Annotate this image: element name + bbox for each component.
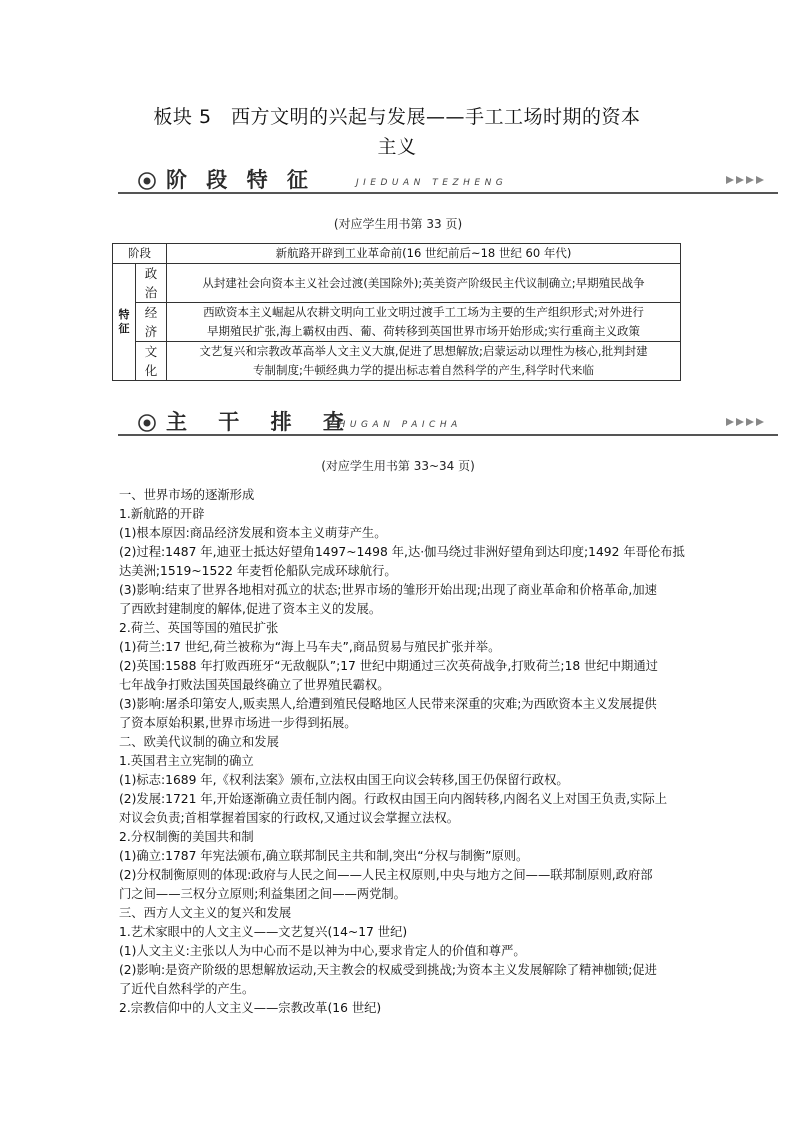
paragraph: 七年战争打败法国英国最终确立了世界殖民霸权。	[119, 678, 390, 692]
paragraph: (2)过程:1487 年,迪亚士抵达好望角1497~1498 年,达·伽马绕过非洲好望角到达印度;1492 年哥伦布抵	[119, 545, 685, 559]
table-header-row	[113, 244, 681, 264]
paragraph: (1)荷兰:17 世纪,荷兰被称为“海上马车夫”,商品贸易与殖民扩张并举。	[119, 640, 501, 654]
paragraph: 了近代自然科学的产生。	[119, 982, 255, 996]
row-content-culture	[167, 342, 681, 381]
row-label-char: 治	[144, 285, 158, 300]
body-content	[119, 486, 689, 1018]
row-content-line: 专制制度;牛顿经典力学的提出标志着自然科学的产生,科学时代来临	[252, 363, 595, 377]
heading-level1: 二、欧美代议制的确立和发展	[119, 735, 279, 749]
paragraph: 对议会负责;首相掌握着国家的行政权,又通过议会掌握立法权。	[119, 811, 460, 825]
row-label-politics	[136, 264, 167, 303]
stage-feature-table	[112, 243, 681, 381]
feature-label	[113, 264, 136, 381]
feature-label-text: 特征	[118, 308, 130, 335]
row-label-economy	[136, 303, 167, 342]
heading-level2: 1.新航路的开辟	[119, 507, 205, 521]
row-content-line: 从封建社会向资本主义社会过渡(美国除外);英美资产阶级民主代议制确立;早期殖民战争	[202, 275, 645, 290]
paragraph: (1)根本原因:商品经济发展和资本主义萌芽产生。	[119, 526, 387, 540]
paragraph: 达美洲;1519~1522 年麦哲伦船队完成环球航行。	[119, 564, 397, 578]
paragraph: 了西欧封建制度的解体,促进了资本主义的发展。	[119, 602, 382, 616]
table-row	[113, 303, 681, 342]
row-content-line: 文艺复兴和宗教改革高举人文主义大旗,促进了思想解放;启蒙运动以理性为核心,批判封建	[199, 344, 648, 358]
page-reference: (对应学生用书第 33 页)	[333, 217, 463, 231]
section-pinyin: ZHUGAN PAICHA	[328, 420, 462, 430]
circle-bullet-icon	[138, 172, 156, 190]
heading-level1: 三、西方人文主义的复兴和发展	[119, 906, 292, 920]
heading-level1: 一、世界市场的逐渐形成	[119, 488, 255, 502]
section-rule	[118, 192, 778, 194]
row-content-line: 早期殖民扩张,海上霸权由西、葡、荷转移到英国世界市场开始形成;实行重商主义政策	[206, 324, 641, 338]
heading-level2: 2.分权制衡的美国共和制	[119, 830, 254, 844]
paragraph: 了资本原始积累,世界市场进一步得到拓展。	[119, 716, 357, 730]
paragraph: (3)影响:结束了世界各地相对孤立的状态;世界市场的雏形开始出现;出现了商业革命和价格革命,加速	[119, 583, 657, 597]
row-label-char: 政	[144, 266, 158, 281]
section-rule	[118, 434, 778, 436]
page-title-line1: 板块 5 西方文明的兴起与发展——手工工场时期的资本	[153, 106, 641, 128]
section-banner-stage-features	[118, 168, 778, 194]
paragraph: (2)英国:1588 年打败西班牙“无敌舰队”;17 世纪中期通过三次英荷战争,打败荷兰;18 世纪中期通过	[119, 659, 658, 673]
row-content-economy	[167, 303, 681, 342]
section-banner-main-review	[118, 410, 778, 436]
table-row	[113, 264, 681, 303]
row-label-char: 经	[144, 305, 158, 320]
row-label-char: 化	[144, 363, 158, 378]
paragraph: (2)影响:是资产阶级的思想解放运动,天主教会的权威受到挑战;为资本主义发展解除了精神枷锁;促进	[119, 963, 657, 977]
heading-level2: 1.英国君主立宪制的确立	[119, 754, 254, 768]
paragraph: (1)确立:1787 年宪法颁布,确立联邦制民主共和制,突出“分权与制衡”原则。	[119, 849, 529, 863]
row-content-line: 西欧资本主义崛起从农耕文明向工业文明过渡手工工场为主要的生产组织形式;对外进行	[203, 305, 644, 319]
arrows-icon	[726, 174, 770, 186]
table-header-label: 阶段	[113, 244, 167, 264]
section-heading: 主 干 排 查	[166, 410, 356, 434]
heading-level2: 1.艺术家眼中的人文主义——文艺复兴(14~17 世纪)	[119, 925, 408, 939]
paragraph: (1)人文主义:主张以人为中心而不是以神为中心,要求肯定人的价值和尊严。	[119, 944, 526, 958]
circle-bullet-icon	[138, 414, 156, 432]
page-title-line2: 主义	[377, 136, 417, 158]
arrows-icon	[726, 416, 770, 428]
table-row	[113, 342, 681, 381]
row-label-char: 济	[144, 324, 158, 339]
section-pinyin: JIEDUAN TEZHENG	[356, 178, 508, 188]
section-heading: 阶 段 特 征	[166, 168, 314, 192]
heading-level2: 2.荷兰、英国等国的殖民扩张	[119, 621, 279, 635]
paragraph: 门之间——三权分立原则;利益集团之间——两党制。	[119, 887, 406, 901]
page-reference: (对应学生用书第 33~34 页)	[321, 459, 475, 473]
table-header-value: 新航路开辟到工业革命前(16 世纪前后~18 世纪 60 年代)	[167, 244, 681, 264]
paragraph: (2)发展:1721 年,开始逐渐确立责任制内阁。行政权由国王向内阁转移,内阁名义上对国王负责,实际上	[119, 792, 668, 806]
heading-level2: 2.宗教信仰中的人文主义——宗教改革(16 世纪)	[119, 1001, 382, 1015]
paragraph: (1)标志:1689 年,《权利法案》颁布,立法权由国王向议会转移,国王仍保留行政权。	[119, 773, 569, 787]
paragraph: (2)分权制衡原则的体现:政府与人民之间——人民主权原则,中央与地方之间——联邦制原则,政府部	[119, 868, 653, 882]
row-content-politics	[167, 264, 681, 303]
row-label-culture	[136, 342, 167, 381]
paragraph: (3)影响:屠杀印第安人,贩卖黑人,给遭到殖民侵略地区人民带来深重的灾难;为西欧资本主义发展提供	[119, 697, 657, 711]
row-label-char: 文	[144, 344, 158, 359]
page-title	[120, 102, 674, 162]
